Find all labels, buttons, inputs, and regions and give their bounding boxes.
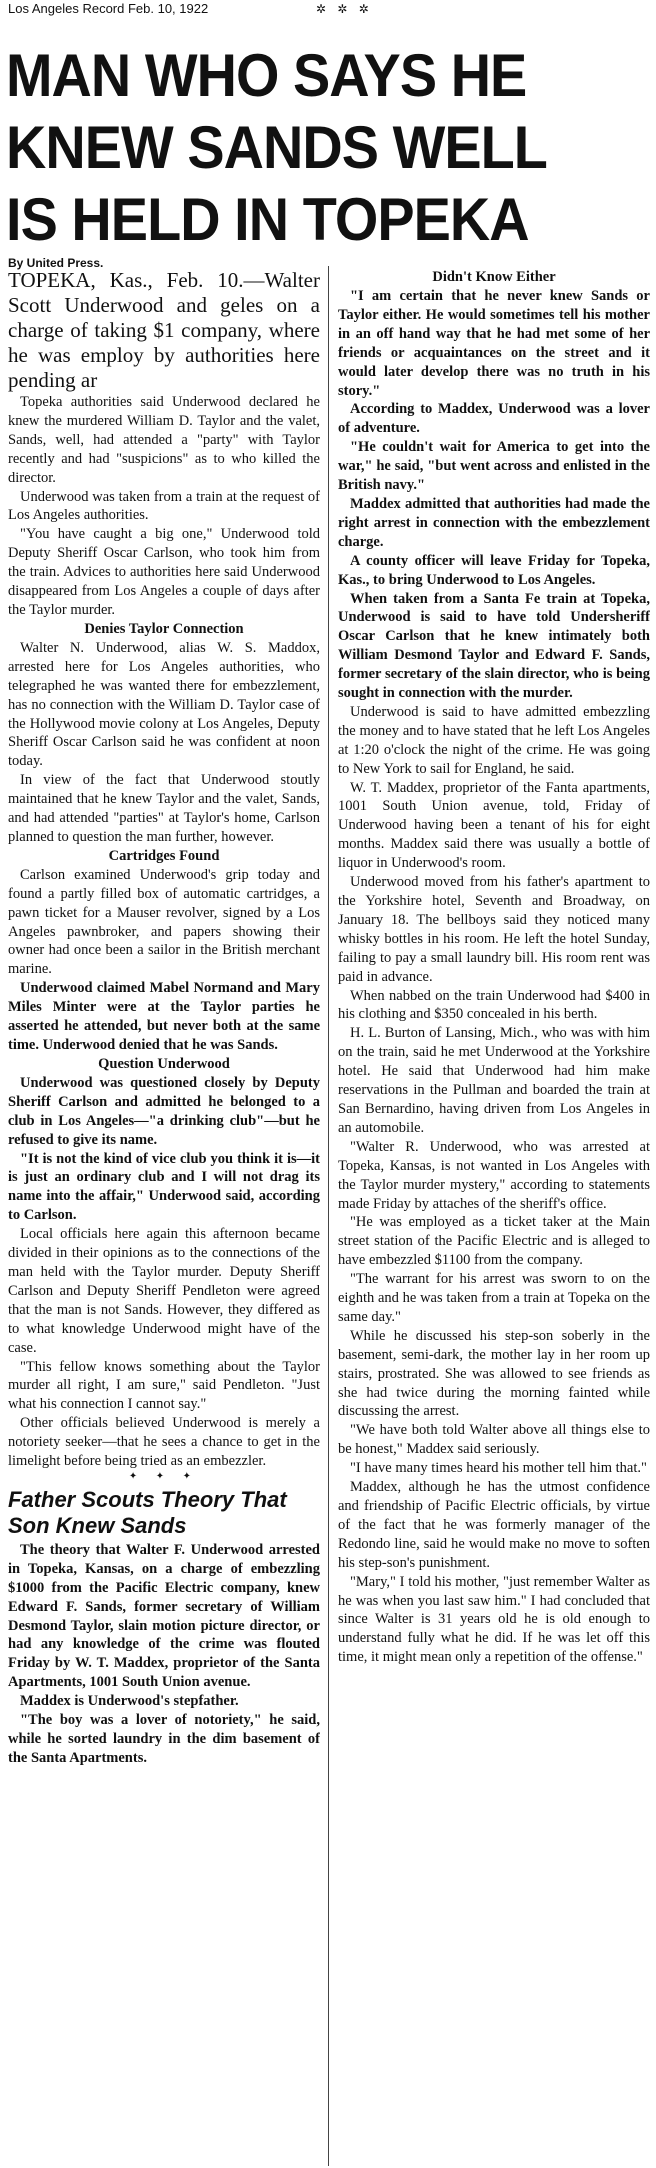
subheading-cartridges: Cartridges Found <box>108 847 220 864</box>
paragraph: "This fellow knows something about the Taylor murder all right, I am sure," said Pendleton. "Just what his connection I cannot say." <box>8 1358 320 1413</box>
paragraph: A county officer will leave Friday for Topeka, Kas., to bring Underwood to Los Angeles. <box>338 552 650 588</box>
paragraph: "I have many times heard his mother tell him that." <box>350 1460 647 1477</box>
paragraph: "Mary," I told his mother, "just remember Walter as he was when you last saw him." I had concluded that since Walter is 31 years old he is old enough to understand fully what he did. If he was let off this time, it might mean only a repetition of the offense." <box>338 1573 650 1666</box>
paragraph: Underwood is said to have admitted embezzling the money and to have stated that he left Los Angeles at 1:20 o'clock the night of the crime. He was going to New York to sail for England, he said. <box>338 703 650 777</box>
paragraph: Underwood was taken from a train at the request of Los Angeles authorities. <box>8 488 320 524</box>
paragraph: Walter N. Underwood, alias W. S. Maddox, arrested here for Los Angeles authorities, who telegraphed he was wanted there for embezzlement, has no connection with the William D. Taylor case of the Hollywood movie colony at Los Angeles, Deputy Sheriff Oscar Carlson said he was confident at noon today. <box>8 639 320 770</box>
paragraph: Other officials believed Underwood is merely a notoriety seeker—that he sees a chance to get in the limelight before being tried as an embezzler. <box>8 1415 320 1470</box>
headline-line-1: MAN WHO SAYS HE <box>6 42 527 109</box>
paragraph: Carlson examined Underwood's grip today and found a partly filled box of automatic cartridges, a pawn ticket for a Mauser revolver, signed by a Los Angeles pawnbroker, and papers showing their owner had once been a sailor in the British merchant marine. <box>8 866 320 978</box>
section-ornament: ✦ ✦ ✦ <box>128 1470 200 1482</box>
left-column <box>8 268 320 2164</box>
paragraph: "I am certain that he never knew Sands or Taylor either. He would sometimes tell his mother in an off hand way that he had met some of her friends or acquaintances on the street and it would later develop there was no truth in his story." <box>338 288 650 399</box>
paragraph: Underwood was questioned closely by Deputy Sheriff Carlson and admitted he belonged to a club in Los Angeles—"a drinking club"—but he refused to give its name. <box>8 1074 320 1148</box>
source-line: Los Angeles Record Feb. 10, 1922 <box>8 1 209 16</box>
paragraph: Underwood claimed Mabel Normand and Mary Miles Minter were at the Taylor parties he asserted he attended, but never both at the same time. Underwood denied that he was Sands. <box>8 980 320 1053</box>
subheading-didnt-know: Didn't Know Either <box>432 269 556 285</box>
right-column <box>338 268 650 2164</box>
headline <box>6 40 605 256</box>
paragraph: Underwood moved from his father's apartment to the Yorkshire hotel, Seventh and Broadway, on January 18. The bellboys said they noticed many whisky bottles in his room. He left the hotel Sunday, failing to pay a small laundry bill. His room rent was paid in advance. <box>338 874 650 985</box>
paragraph: Maddex, although he has the utmost confidence and friendship of Pacific Electric officials, by virtue of the fact that he was formerly manager of the Redondo line, said he would make no move to soften his step-son's punishment. <box>338 1479 650 1571</box>
paragraph: Topeka authorities said Underwood declared he knew the murdered William D. Taylor and the valet, Sands, well, had attended a "party" with Taylor recently and had "suspicions" as to who killed the director. <box>8 394 320 486</box>
paragraph: The theory that Walter F. Underwood arrested in Topeka, Kansas, on a charge of embezzling $1000 from the Pacific Electric company, knew Edward F. Sands, former secretary of William Desmond Taylor, slain motion picture director, or had any knowledge of the crime was flouted Friday by W. T. Maddex, proprietor of the Santa Apartments, 1001 South Union avenue. <box>8 1541 320 1691</box>
paragraph: W. T. Maddex, proprietor of the Fanta apartments, 1001 South Union avenue, told, Friday of Underwood having been a tenant of his for eight months. Maddex said there was usually a bottle of liquor in Underwood's room. <box>338 779 650 872</box>
paragraph: "He couldn't wait for America to get into the war," he said, "but went across and enlisted in the British navy." <box>338 439 650 494</box>
paragraph: Local officials here again this afternoon became divided in their opinions as to the connections of the man held with the Taylor murder. Deputy Sheriff Carlson and Deputy Sheriff Pendleton were agreed that the man is not Sands. However, they differed as to what knowledge Underwood might have of the case. <box>8 1226 320 1356</box>
paragraph: "Walter R. Underwood, who was arrested at Topeka, Kansas, is not wanted in Los Angeles with the Taylor murder mystery," according to statements made Friday by attaches of the sheriff's office. <box>338 1138 650 1212</box>
headline-line-3: IS HELD IN TOPEKA <box>6 186 529 253</box>
paragraph: "You have caught a big one," Underwood told Deputy Sheriff Oscar Carlson, who took him from the train. Advices to authorities here said Underwood disappeared from Los Angeles a couple of days after the Taylor murder. <box>8 526 320 618</box>
subheading-question: Question Underwood <box>98 1055 230 1072</box>
paragraph: H. L. Burton of Lansing, Mich., who was with him on the train, said he met Underwood at the Yorkshire hotel. He said that Underwood had him make reservations in the Pullman and boarded the train at San Bernardino, having driven from Los Angeles in an automobile. <box>338 1025 650 1136</box>
headline-line-2: KNEW SANDS WELL <box>6 114 547 181</box>
paragraph: While he discussed his step-son soberly in the basement, semi-dark, the mother lay in her room up stairs, prostrated. She was allowed to see friends as she had twice during the morning fainted while discussing the arrest. <box>338 1327 650 1420</box>
subhead-father-scouts: Father Scouts Theory That Son Knew Sands <box>8 1486 287 1538</box>
subheading-denies-taylor: Denies Taylor Connection <box>84 620 244 637</box>
paragraph: In view of the fact that Underwood stoutly maintained that he knew Taylor and the valet, Sands, and had attended "parties" at Taylor's home, Carlson planned to question the man further, however. <box>8 772 320 845</box>
paragraph: When taken from a Santa Fe train at Topeka, Underwood is said to have told Undersheriff Oscar Carlson that he knew intimately both William Desmond Taylor and Edward F. Sands, former secretary of the slain director, who is being sought in connection with the murder. <box>338 590 650 702</box>
paragraph: According to Maddex, Underwood was a lover of adventure. <box>338 401 650 437</box>
lead-paragraph: TOPEKA, Kas., Feb. 10.—Walter Scott Underwood and geles on a charge of taking $1 company, where he was employ by authorities here pending ar <box>8 268 320 392</box>
paragraph: "We have both told Walter above all things else to be honest," Maddex said seriously. <box>338 1422 650 1458</box>
paragraph: "The warrant for his arrest was sworn to on the eighth and he was taken from a train at Topeka on the same day." <box>338 1271 650 1325</box>
paragraph: Maddex is Underwood's stepfather. <box>20 1693 239 1710</box>
masthead-ornament: ✲ ✲ ✲ <box>316 2 373 16</box>
paragraph: Maddex admitted that authorities had made the right arrest in connection with the embezzlement charge. <box>338 495 650 550</box>
column-divider <box>328 266 329 2166</box>
paragraph: When nabbed on the train Underwood had $400 in his clothing and $350 concealed in his berth. <box>338 987 650 1023</box>
paragraph: "He was employed as a ticket taker at the Main street station of the Pacific Electric and is alleged to have embezzled $1100 from the company. <box>338 1214 650 1269</box>
paragraph: "It is not the kind of vice club you think it is—it is just an ordinary club and I will not drag its name into the affair," Underwood said, according to Carlson. <box>8 1150 320 1224</box>
masthead <box>8 0 648 18</box>
byline: By United Press. <box>8 256 104 270</box>
paragraph: "The boy was a lover of notoriety," he said, while he sorted laundry in the dim basement of the Santa Apartments. <box>8 1712 320 1766</box>
